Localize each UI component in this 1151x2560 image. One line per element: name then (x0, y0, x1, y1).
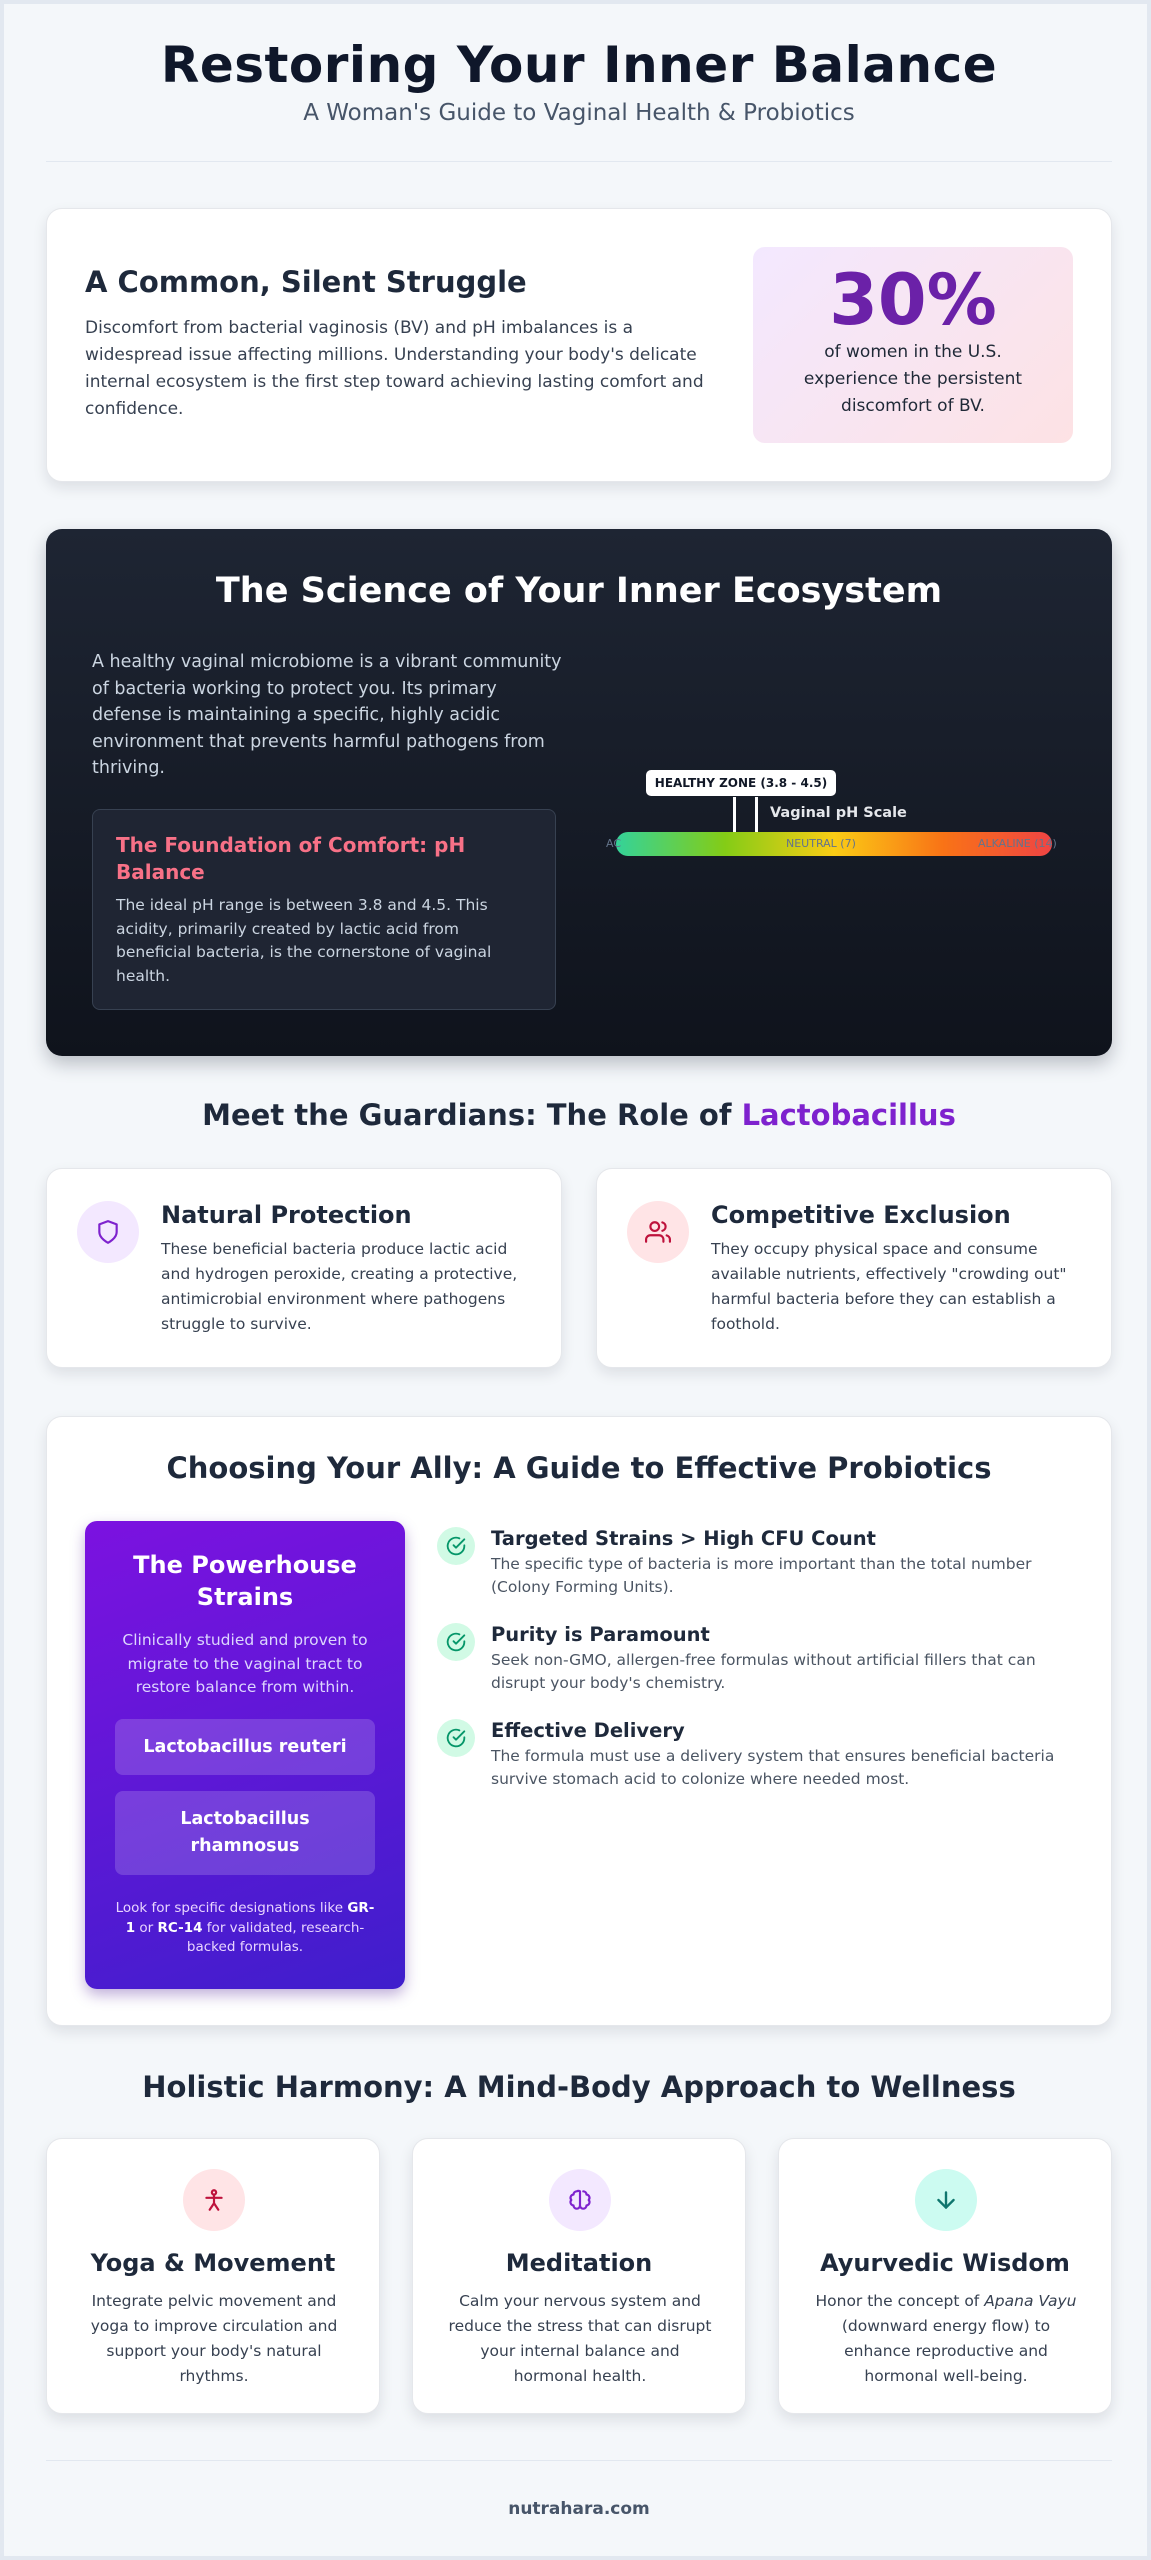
holistic-heading: Holistic Harmony: A Mind-Body Approach to Wellness (142, 2070, 1016, 2104)
note-code-rc14: RC-14 (157, 1919, 203, 1936)
guardians-heading-prefix: Meet the Guardians: The Role of (202, 1098, 742, 1132)
strain-reuteri: Lactobacillus reuteri (115, 1719, 375, 1775)
brain-icon (549, 2169, 611, 2231)
holistic-card-yoga (46, 2138, 380, 2414)
feature-body: Seek non-GMO, allergen-free formulas without artificial fillers that can disrupt your body's chemistry. (491, 1651, 1036, 1692)
struggle-card (46, 208, 1112, 482)
ph-tick-neutral: NEUTRAL (7) (786, 837, 856, 850)
arrow-down-icon (915, 2169, 977, 2231)
check-circle-icon (437, 1527, 475, 1565)
feature-title: Purity is Paramount (491, 1623, 710, 1646)
holistic-title: Yoga & Movement (90, 2249, 336, 2277)
page-subtitle: A Woman's Guide to Vaginal Health & Probiotics (303, 100, 855, 126)
note-suffix: for validated, research-backed formulas. (186, 1919, 365, 1955)
guardian-title: Competitive Exclusion (711, 1201, 1011, 1229)
strain-rhamnosus-line1: Lactobacillus (180, 1809, 310, 1829)
holistic-body: Integrate pelvic movement and yoga to improve circulation and support your body's natural rhythms. (90, 2292, 338, 2385)
strain-rhamnosus (115, 1791, 375, 1875)
feature-title: Targeted Strains > High CFU Count (491, 1527, 876, 1550)
holistic-card-meditation (412, 2138, 746, 2414)
healthy-min-marker (733, 797, 736, 835)
check-circle-icon (437, 1719, 475, 1757)
holistic-body: Calm your nervous system and reduce the stress that can disrupt your internal balance and hormonal health. (448, 2292, 712, 2385)
stat-box (753, 247, 1073, 443)
strain-note (111, 1899, 379, 1958)
healthy-zone-label: HEALTHY ZONE (3.8 - 4.5) (646, 770, 836, 796)
guardian-body: These beneficial bacteria produce lactic acid and hydrogen peroxide, creating a protective, antimicrobial environment where pathogens struggle to survive. (161, 1240, 518, 1333)
check-circle-icon (437, 1623, 475, 1661)
probiotics-heading: Choosing Your Ally: A Guide to Effective Probiotics (166, 1451, 992, 1485)
guardian-title: Natural Protection (161, 1201, 412, 1229)
feature-title: Effective Delivery (491, 1719, 685, 1742)
ph-box-title: The Foundation of Comfort: pH Balance (116, 833, 466, 884)
ph-box-body: The ideal pH range is between 3.8 and 4.5. This acidity, primarily created by lactic acid from beneficial bacteria, is the cornerstone of vaginal health. (116, 896, 492, 985)
holistic-body-prefix: Honor the concept of (815, 2292, 985, 2310)
note-or: or (135, 1919, 158, 1936)
person-icon (183, 2169, 245, 2231)
users-icon (627, 1201, 689, 1263)
science-intro: A healthy vaginal microbiome is a vibrant community of bacteria working to protect you. Its primary defense is maintaining a specific, highly acidic environment that prevents harmful pathogens from thriving. (92, 652, 562, 778)
healthy-max-marker (755, 797, 758, 835)
struggle-body: Discomfort from bacterial vaginosis (BV) and pH imbalances is a widespread issue affecting millions. Understanding your body's delicate internal ecosystem is the first step toward achieving lasting comfort and confidence. (85, 318, 704, 419)
science-heading: The Science of Your Inner Ecosystem (215, 571, 943, 611)
ph-balance-box (92, 809, 556, 1010)
guardians-heading (46, 1098, 1112, 1132)
feature-body: The formula must use a delivery system that ensures beneficial bacteria survive stomach acid to colonize where needed most. (491, 1747, 1055, 1788)
note-code-gr1: GR-1 (125, 1900, 375, 1936)
strain-rhamnosus-line2: rhamnosus (190, 1836, 300, 1856)
guardians-heading-accent: Lactobacillus (741, 1098, 956, 1132)
page-footer (46, 2460, 1112, 2519)
guardian-card-exclusion (596, 1168, 1112, 1368)
powerhouse-desc: Clinically studied and proven to migrate to the vaginal tract to restore balance from within. (122, 1631, 368, 1696)
ph-scale-title: Vaginal pH Scale (770, 805, 907, 821)
guardian-body: They occupy physical space and consume available nutrients, effectively "crowding out" harmful bacteria before they can establish a foothold. (711, 1240, 1067, 1333)
powerhouse-title: The Powerhouse Strains (133, 1551, 357, 1611)
ph-tick-alkaline: ALKALINE (14) (978, 837, 1057, 850)
science-section (46, 529, 1112, 1056)
shield-icon (77, 1201, 139, 1263)
holistic-title: Meditation (505, 2249, 653, 2277)
holistic-body (809, 2289, 1083, 2389)
holistic-card-ayurveda (778, 2138, 1112, 2414)
stat-value: 30% (829, 259, 997, 341)
struggle-heading: A Common, Silent Struggle (85, 265, 527, 299)
holistic-title: Ayurvedic Wisdom (820, 2249, 1070, 2277)
holistic-body-suffix: (downward energy flow) to enhance reproductive and hormonal well-being. (841, 2317, 1051, 2385)
stat-label: of women in the U.S. experience the persistent discomfort of BV. (803, 342, 1023, 416)
probiotics-card (46, 1416, 1112, 2026)
guardian-card-protection (46, 1168, 562, 1368)
note-prefix: Look for specific designations like (115, 1900, 348, 1916)
page-header (46, 4, 1112, 162)
footer-site-link[interactable]: nutrahara.com (508, 2499, 650, 2519)
powerhouse-strains-panel (85, 1521, 405, 1989)
feature-body: The specific type of bacteria is more important than the total number (Colony Forming Units). (491, 1555, 1032, 1596)
ph-tick-acidic: AC (606, 837, 622, 850)
holistic-body-em: Apana Vayu (984, 2292, 1077, 2310)
page-title: Restoring Your Inner Balance (160, 36, 998, 94)
